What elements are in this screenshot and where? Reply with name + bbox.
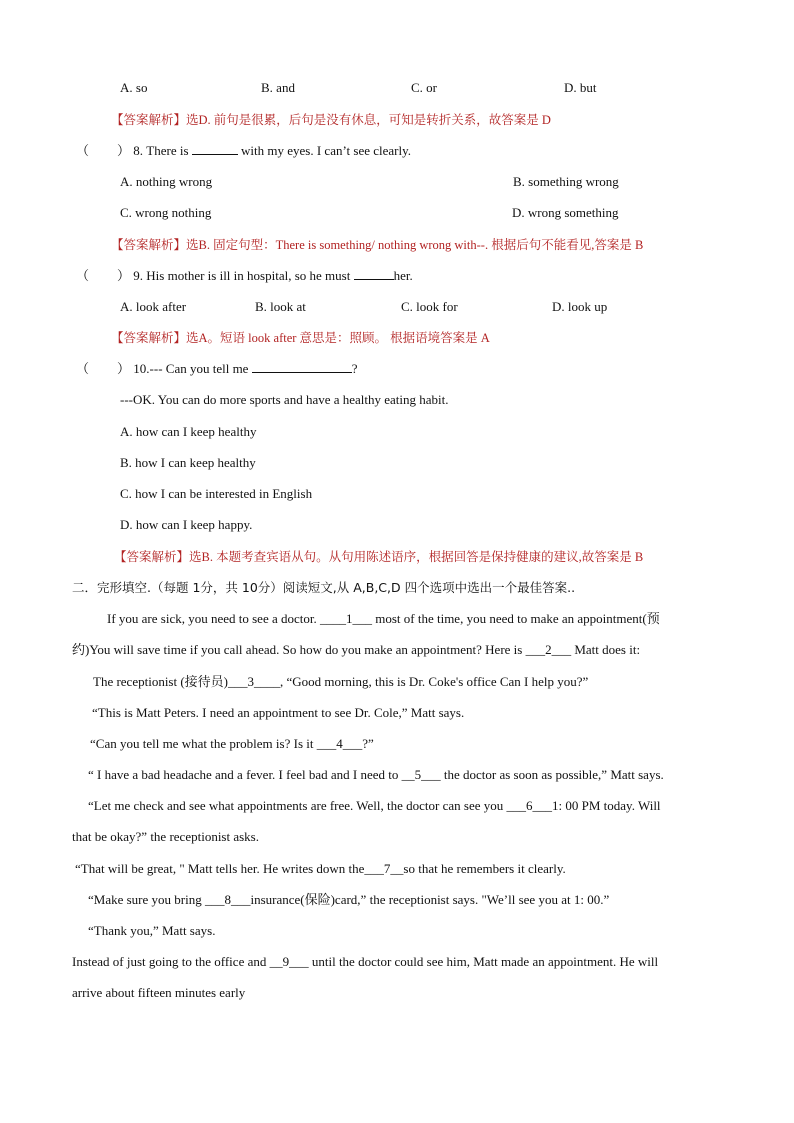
q9-option-a: A. look after bbox=[120, 299, 187, 314]
q9-option-b: B. look at bbox=[255, 299, 306, 314]
q8-blank bbox=[192, 142, 238, 155]
q10-option-a: A. how can I keep healthy bbox=[120, 424, 257, 439]
q8-option-d: D. wrong something bbox=[512, 205, 619, 220]
q7-option-d: D. but bbox=[564, 80, 597, 95]
passage-line: “Make sure you bring ___8___insurance(保险)card,” the receptionist says. "We’ll see you at 1: 00.” bbox=[88, 892, 610, 907]
passage-line: “Let me check and see what appointments are free. Well, the doctor can see you ___6___1: 00 PM today. Will bbox=[88, 798, 661, 813]
q9-option-d: D. look up bbox=[552, 299, 608, 314]
q10-option-b: B. how I can keep healthy bbox=[120, 455, 256, 470]
q10-option-c: C. how I can be interested in English bbox=[120, 486, 313, 501]
passage-line: 约)You will save time if you call ahead. So how do you make an appointment? Here is ___2___ Matt does it: bbox=[72, 642, 641, 657]
section-cloze-heading: 二．完形填空.（每题 1分，共 10分）阅读短文,从 A,B,C,D 四个选项中选出一个最佳答案.. bbox=[72, 580, 576, 595]
passage-line: “Thank you,” Matt says. bbox=[88, 923, 216, 938]
q8-option-a: A. nothing wrong bbox=[120, 174, 213, 189]
passage-line: The receptionist (接待员)___3____, “Good morning, this is Dr. Coke's office Can I help you?” bbox=[93, 674, 589, 689]
q10-blank bbox=[252, 360, 352, 373]
passage-line: Instead of just going to the office and __9___ until the doctor could see him, Matt made an appointment. He will bbox=[72, 954, 659, 969]
q7-answer-explanation: 【答案解析】选D. 前句是很累，后句是没有休息，可知是转折关系，故答案是 D bbox=[111, 112, 551, 127]
passage-line: “Can you tell me what the problem is? Is it ___4___?” bbox=[90, 736, 374, 751]
q10-answer-explanation: 【答案解析】选B. 本题考查宾语从句。从句用陈述语序，根据回答是保持健康的建议,故答案是 B bbox=[114, 549, 644, 564]
q7-option-a: A. so bbox=[120, 80, 148, 95]
q10-option-d: D. how can I keep happy. bbox=[120, 517, 253, 532]
q8-answer-explanation: 【答案解析】选B. 固定句型：There is something/ nothing wrong with--. 根据后句不能看见,答案是 B bbox=[111, 237, 644, 252]
passage-line: “ I have a bad headache and a fever. I feel bad and I need to __5___ the doctor as soon as possible,” Matt says. bbox=[88, 767, 664, 782]
q7-option-b: B. and bbox=[261, 80, 295, 95]
passage-line: If you are sick, you need to see a doctor. ____1___ most of the time, you need to make an appointment(预 bbox=[107, 611, 660, 626]
q7-option-c: C. or bbox=[411, 80, 437, 95]
passage-line: “That will be great, " Matt tells her. He writes down the___7__so that he remembers it clearly. bbox=[75, 861, 566, 876]
passage-line: “This is Matt Peters. I need an appointment to see Dr. Cole,” Matt says. bbox=[92, 705, 465, 720]
q9-question: （ ） 9. His mother is ill in hospital, so he must her. bbox=[76, 268, 413, 283]
q8-option-c: C. wrong nothing bbox=[120, 205, 212, 220]
q9-blank bbox=[354, 267, 394, 280]
q8-question: （ ） 8. There is with my eyes. I can’t see clearly. bbox=[76, 143, 412, 158]
q9-answer-explanation: 【答案解析】选A。短语 look after 意思是：照顾。 根据语境答案是 A bbox=[111, 330, 490, 345]
q10-reply: ---OK. You can do more sports and have a healthy eating habit. bbox=[120, 392, 449, 407]
passage-line: that be okay?” the receptionist asks. bbox=[72, 829, 259, 844]
q8-option-b: B. something wrong bbox=[513, 174, 619, 189]
q9-option-c: C. look for bbox=[401, 299, 458, 314]
passage-line: arrive about fifteen minutes early bbox=[72, 985, 246, 1000]
q10-question: （ ） 10.--- Can you tell me ? bbox=[76, 361, 358, 376]
